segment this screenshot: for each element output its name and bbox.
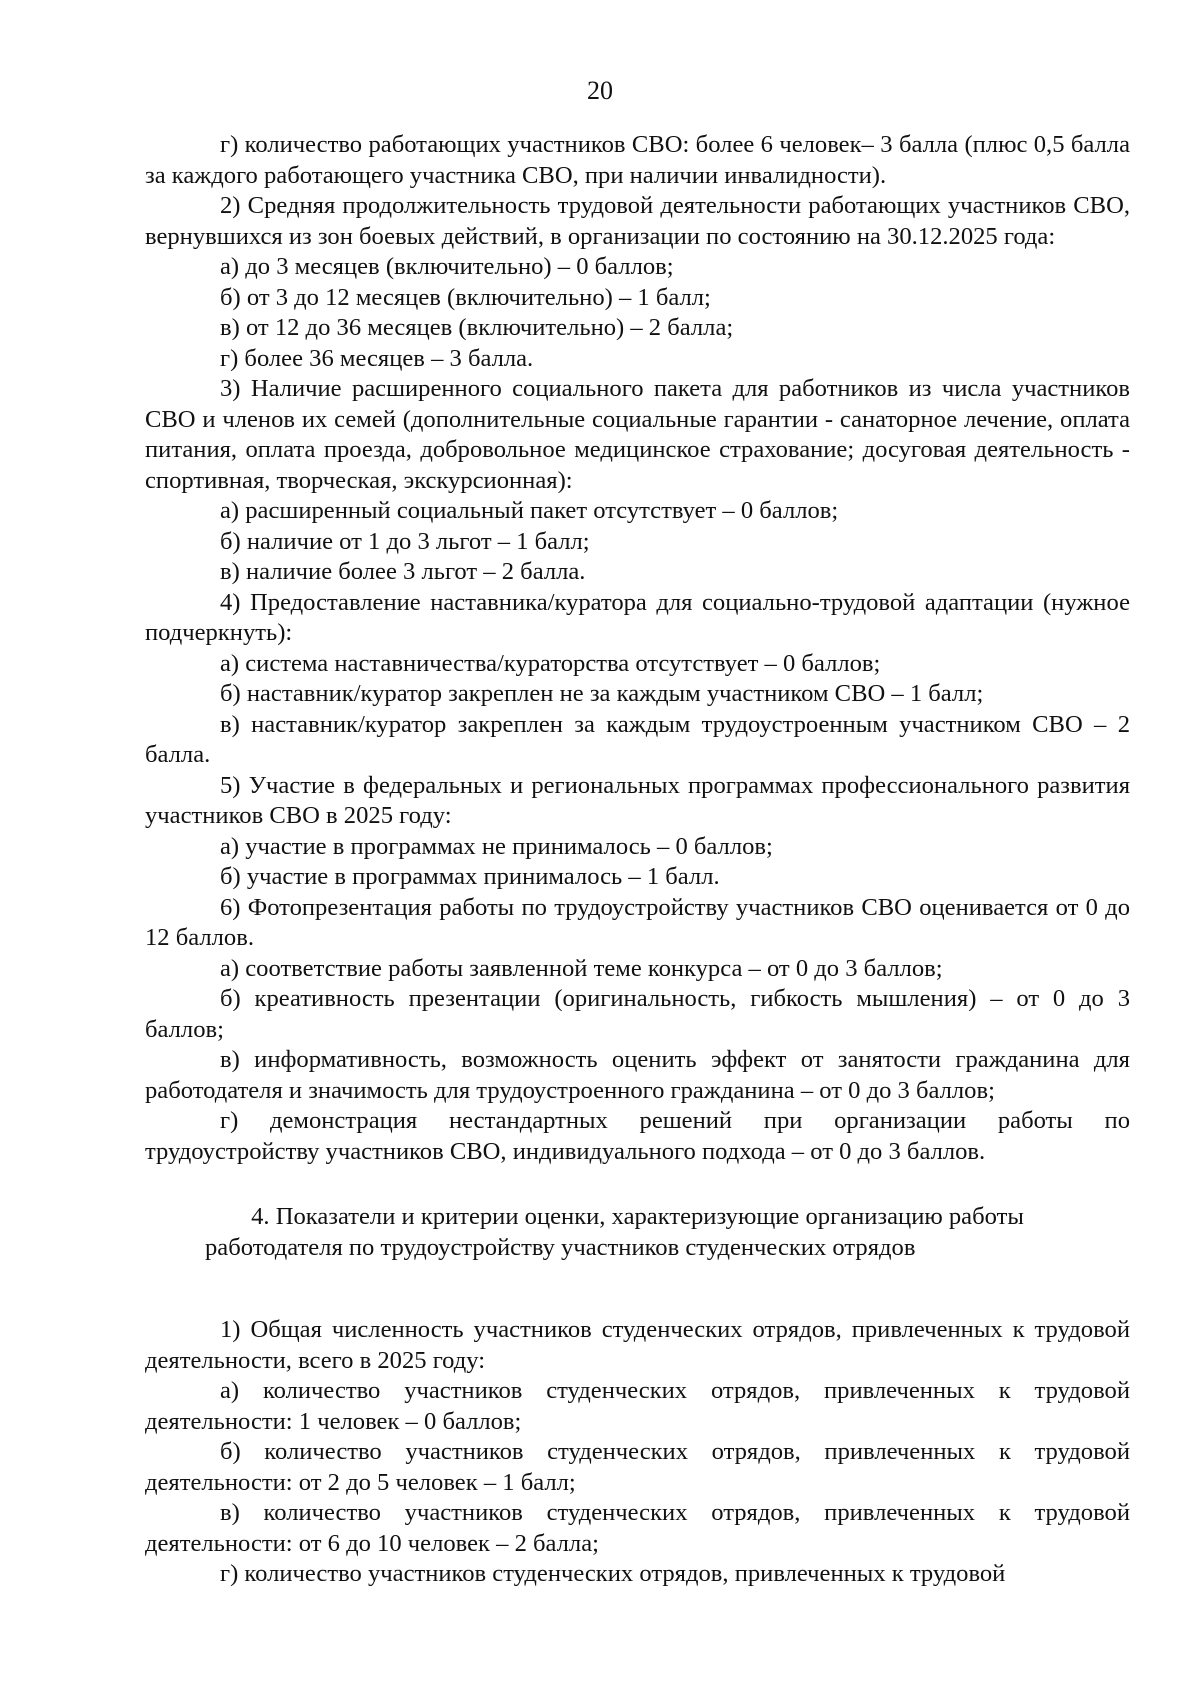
paragraph-section4-criterion-1-a: а) количество участников студенческих отрядов, привлеченных к трудовой деятельности: 1 человек – 0 баллов; (145, 1377, 1130, 1435)
paragraph-criterion-3-v: в) наличие более 3 льгот – 2 балла. (220, 558, 586, 585)
paragraph-section4-criterion-1: 1) Общая численность участников студенческих отрядов, привлеченных к трудовой деятельности, всего в 2025 году: (145, 1316, 1130, 1374)
paragraph-criterion-4-v: в) наставник/куратор закреплен за каждым трудоустроенным участником СВО – 2 балла. (145, 710, 1130, 768)
paragraph-criterion-6-b: б) креативность презентации (оригинальность, гибкость мышления) – от 0 до 3 баллов; (145, 985, 1130, 1043)
paragraph-item-g-workers: г) количество работающих участников СВО: более 6 человек– 3 балла (плюс 0,5 балла за каждого работающего участника СВО, при наличии инвалидности). (145, 131, 1130, 189)
paragraph-criterion-2-b: б) от 3 до 12 месяцев (включительно) – 1 балл; (220, 283, 711, 311)
paragraph-criterion-6-g: г) демонстрация нестандартных решений при организации работы по трудоустройству участников СВО, индивидуального подхода – от 0 до 3 баллов. (145, 1107, 1130, 1165)
paragraph-criterion-6-a: а) соответствие работы заявленной теме конкурса – от 0 до 3 баллов; (220, 954, 943, 982)
paragraph-criterion-5-a: а) участие в программах не принималось – 0 баллов; (220, 832, 773, 860)
paragraph-criterion-2-v: в) от 12 до 36 месяцев (включительно) – 2 балла; (220, 314, 734, 341)
paragraph-criterion-2: 2) Средняя продолжительность трудовой деятельности работающих участников СВО, вернувшихся из зон боевых действий, в организации по состоянию на 30.12.2025 года: (145, 192, 1130, 250)
paragraph-section4-criterion-1-b: б) количество участников студенческих отрядов, привлеченных к трудовой деятельности: от 2 до 5 человек – 1 балл; (145, 1438, 1130, 1496)
paragraph-criterion-3-b: б) наличие от 1 до 3 льгот – 1 балл; (220, 527, 590, 555)
paragraph-section4-criterion-1-g: г) количество участников студенческих отрядов, привлеченных к трудовой (220, 1560, 1006, 1587)
paragraph-criterion-4-b: б) наставник/куратор закреплен не за каждым участником СВО – 1 балл; (220, 680, 984, 707)
paragraph-criterion-2-a: а) до 3 месяцев (включительно) – 0 баллов; (220, 253, 674, 280)
paragraph-criterion-5: 5) Участие в федеральных и региональных программах профессионального развития участников СВО в 2025 году: (145, 771, 1130, 829)
paragraph-section4-criterion-1-v: в) количество участников студенческих отрядов, привлеченных к трудовой деятельности: от 6 до 10 человек – 2 балла; (145, 1499, 1130, 1557)
paragraph-criterion-3: 3) Наличие расширенного социального пакета для работников из числа участников СВО и членов их семей (дополнительные социальные гарантии - санаторное лечение, оплата питания, оплата проезда, добровольное медицинское страхование; досуговая деятельность - спортивная, творческая, экскурсионная): (145, 375, 1130, 494)
paragraph-criterion-3-a: а) расширенный социальный пакет отсутствует – 0 баллов; (220, 497, 839, 524)
paragraph-criterion-5-b: б) участие в программах принималось – 1 балл. (220, 863, 720, 890)
paragraph-criterion-6: 6) Фотопрезентация работы по трудоустройству участников СВО оценивается от 0 до 12 баллов. (145, 893, 1130, 951)
page-number: 20 (587, 76, 613, 105)
paragraph-criterion-2-g: г) более 36 месяцев – 3 балла. (220, 344, 534, 372)
section-heading: 4. Показатели и критерии оценки, характеризующие организацию работы работодателя по трудоустройству участников студенческих отрядов (205, 1203, 1024, 1261)
document-body (145, 130, 1130, 1590)
paragraph-criterion-6-v: в) информативность, возможность оценить эффект от занятости гражданина для работодателя и значимость для трудоустроенного гражданина – от 0 до 3 баллов; (145, 1046, 1130, 1104)
paragraph-criterion-4: 4) Предоставление наставника/куратора для социально-трудовой адаптации (нужное подчеркнуть): (145, 588, 1130, 646)
paragraph-criterion-4-a: а) система наставничества/кураторства отсутствует – 0 баллов; (220, 649, 881, 677)
